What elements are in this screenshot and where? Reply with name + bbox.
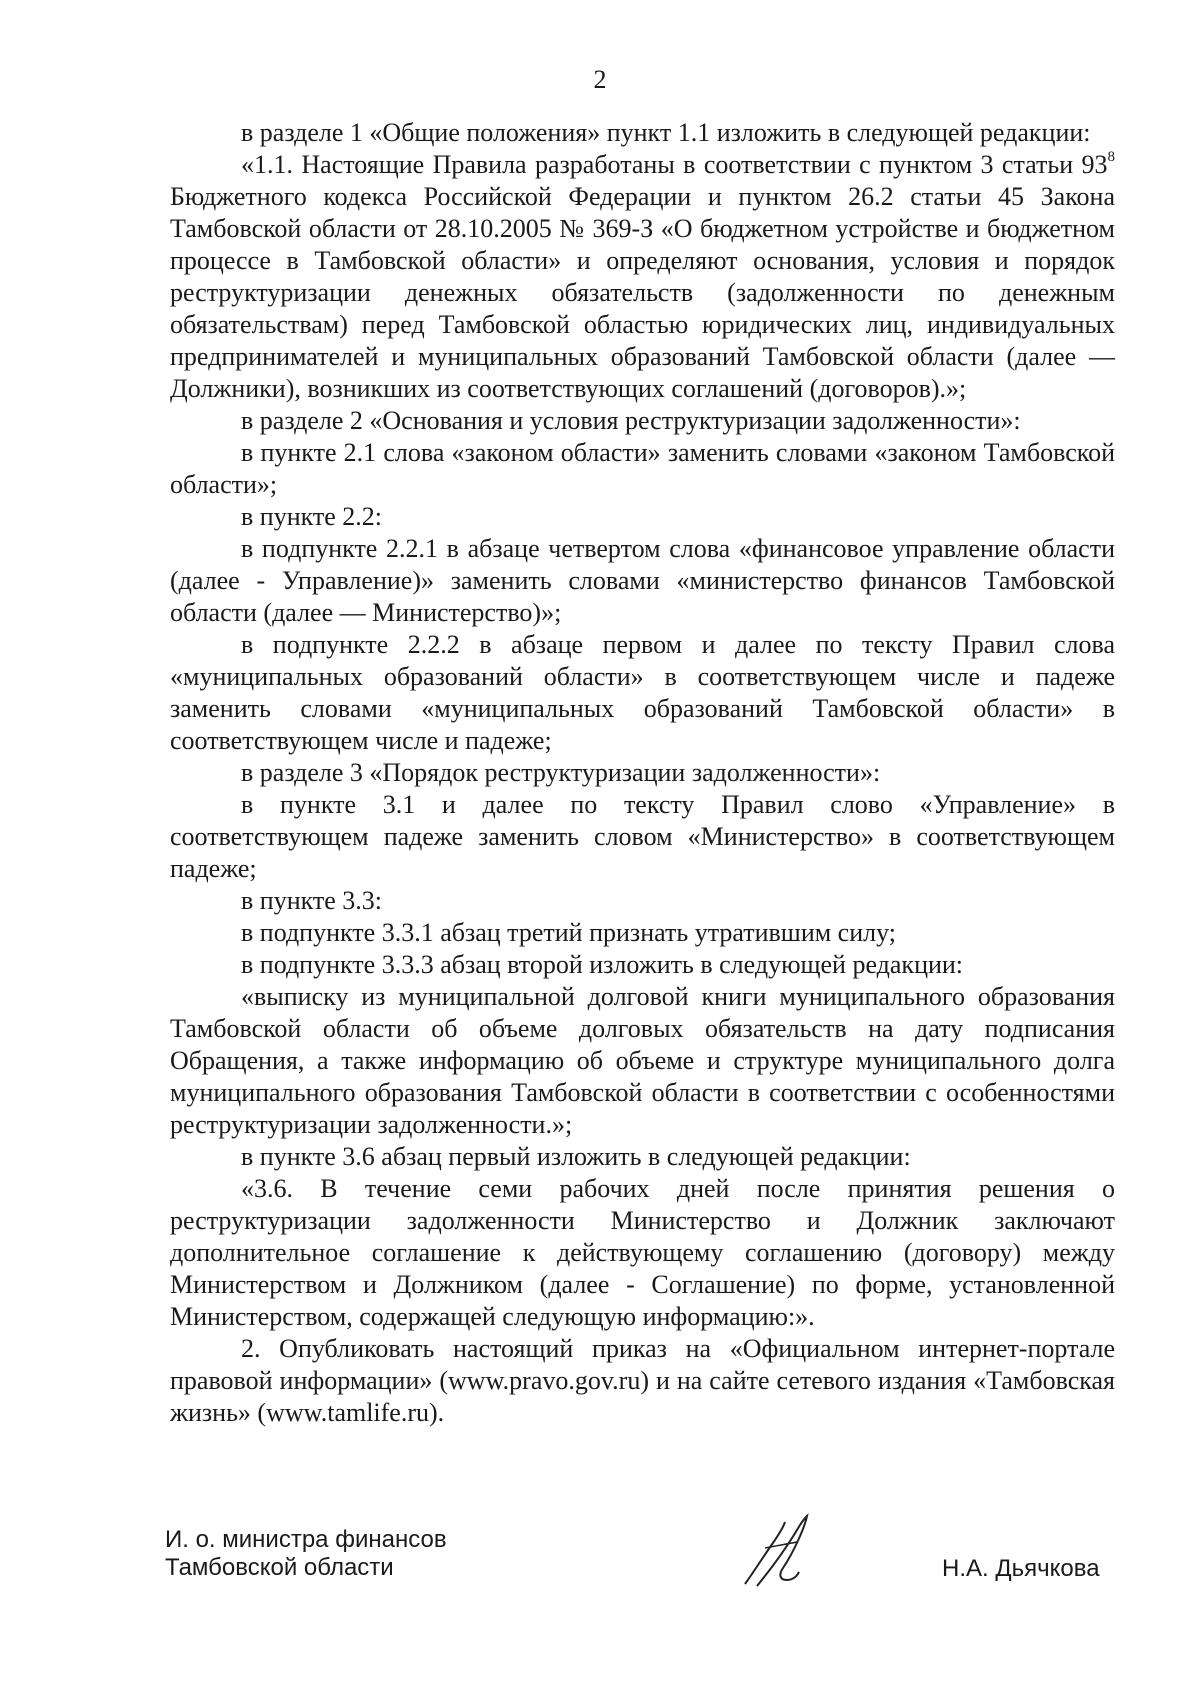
signatory-position <box>165 1526 447 1582</box>
paragraph-point-3-3: в пункте 3.3: <box>241 886 383 915</box>
paragraph-clause-1-1 <box>170 149 1115 405</box>
paragraph-clause-3-6-text: «3.6. В течение семи рабочих дней после принятия решения о реструктуризации задолженности Министерство и Должник заключают дополнительное соглашение к действующему соглашению (договору) между Министерством и Должником (далее - Соглашение) по форме, установленной Министерством, содержащей следующую информацию:». <box>170 1174 1115 1331</box>
paragraph-point-3-1: в пункте 3.1 и далее по тексту Правил слово «Управление» в соответствующем падеже заменить словом «Министерство» в соответствующем падеже; <box>170 790 1115 883</box>
paragraph-subpoint-3-3-3: в подпункте 3.3.3 абзац второй изложить в следующей редакции: <box>241 950 964 979</box>
paragraph-point-2-1: в пункте 2.1 слова «законом области» заменить словами «законом Тамбовской области»; <box>170 438 1115 499</box>
paragraph-extract-text: «выписку из муниципальной долговой книги муниципального образования Тамбовской области об объеме долговых обязательств на дату подписания Обращения, а также информацию об объеме и структуре муниципального долга муниципального образования Тамбовской области в соответствии с особенностями реструктуризации задолженности.»; <box>170 982 1115 1139</box>
clause-1-1-text-before: «1.1. Настоящие Правила разработаны в соответствии с пунктом 3 статьи 93 <box>241 150 1108 179</box>
paragraph-subpoint-3-3-1: в подпункте 3.3.1 абзац третий признать утратившим силу; <box>241 918 896 947</box>
signatory-position-line2: Тамбовской области <box>165 1554 394 1581</box>
clause-1-1-text-after: Бюджетного кодекса Российской Федерации и пунктом 26.2 статьи 45 Закона Тамбовской области от 28.10.2005 № 369-З «О бюджетном устройстве и бюджетном процессе в Тамбовской области» и определяют основания, условия и порядок реструктуризации денежных обязательств (задолженности по денежным обязательствам) перед Тамбовской областью юридических лиц, индивидуальных предпринимателей и муниципальных образований Тамбовской области (далее — Должники), возникших из соответствующих соглашений (договоров).»; <box>170 182 1115 403</box>
page-number: 2 <box>593 65 607 94</box>
paragraph-subpoint-2-2-1: в подпункте 2.2.1 в абзаце четвертом слова «финансовое управление области (далее - Управление)» заменить словами «министерство финансов Тамбовской области (далее — Министерство)»; <box>170 534 1115 627</box>
paragraph-point-3-6: в пункте 3.6 абзац первый изложить в следующей редакции: <box>241 1142 911 1171</box>
paragraph-section2-heading: в разделе 2 «Основания и условия реструктуризации задолженности»: <box>241 406 1021 435</box>
paragraph-section3-heading: в разделе 3 «Порядок реструктуризации задолженности»: <box>241 758 881 787</box>
signatory-position-line1: И. о. министра финансов <box>165 1526 447 1553</box>
handwritten-signature <box>735 1510 825 1590</box>
signatory-name: Н.А. Дьячкова <box>942 1555 1100 1582</box>
paragraph-point-2-2: в пункте 2.2: <box>241 502 383 531</box>
document-body <box>170 117 1115 1429</box>
clause-1-1-superscript: 8 <box>1107 149 1115 166</box>
paragraph-subpoint-2-2-2: в подпункте 2.2.2 в абзаце первом и далее по тексту Правил слова «муниципальных образований области» в соответствующем числе и падеже заменить словами «муниципальных образований Тамбовской области» в соответствующем числе и падеже; <box>170 630 1115 755</box>
paragraph-item-2-publish: 2. Опубликовать настоящий приказ на «Официальном интернет-портале правовой информации» (www.pravo.gov.ru) и на сайте сетевого издания «Тамбовская жизнь» (www.tamlife.ru). <box>170 1334 1115 1427</box>
paragraph-section1-intro: в разделе 1 «Общие положения» пункт 1.1 изложить в следующей редакции: <box>241 118 1091 147</box>
